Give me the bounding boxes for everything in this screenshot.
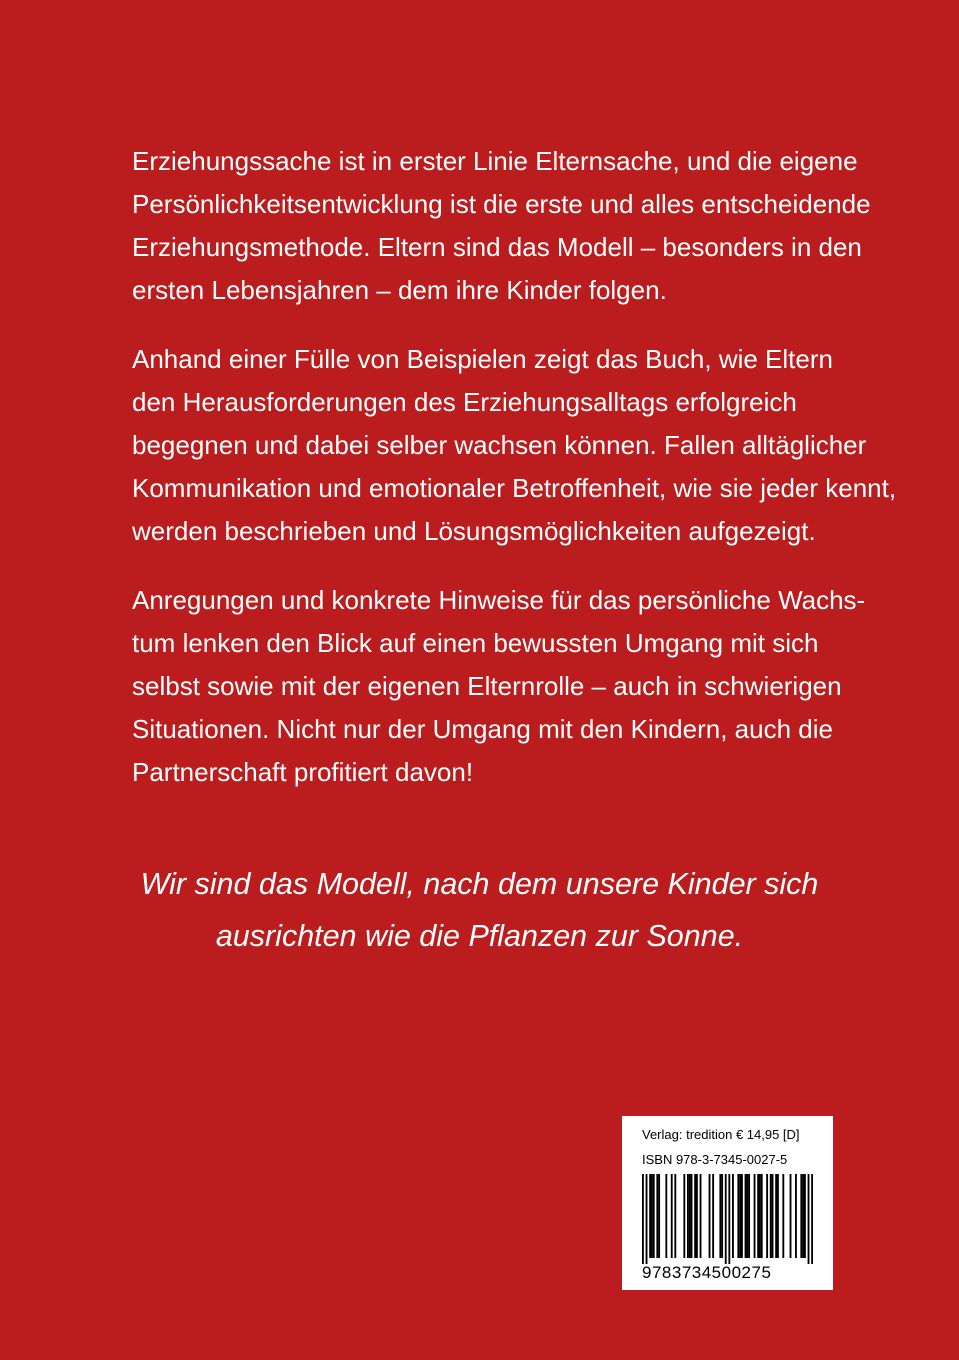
blurb-paragraph-2	[132, 338, 897, 553]
blurb-line: Erziehungsmethode. Eltern sind das Modell – besonders in den	[132, 232, 862, 262]
blurb-line: werden beschrieben und Lösungsmöglichkeiten aufgezeigt.	[132, 516, 816, 546]
quote-line: Wir sind das Modell, nach dem unsere Kinder sich	[140, 867, 819, 901]
barcode-bar	[665, 1174, 667, 1258]
barcode-bar	[674, 1174, 676, 1258]
blurb-line: tum lenken den Blick auf einen bewussten Umgang mit sich	[132, 628, 819, 658]
barcode-bar	[725, 1174, 727, 1264]
barcode-bar	[772, 1174, 774, 1258]
barcode-bar	[671, 1174, 673, 1258]
barcode-bar	[646, 1174, 648, 1264]
barcode-bar	[656, 1174, 658, 1258]
blurb-line: Kommunikation und emotionaler Betroffenheit, wie sie jeder kennt,	[132, 473, 897, 503]
barcode-bar	[802, 1174, 804, 1258]
barcode-bar	[721, 1174, 723, 1258]
barcode-bar	[761, 1174, 763, 1258]
barcode-bar	[700, 1174, 702, 1258]
barcode-bar	[804, 1174, 806, 1258]
isbn-text: ISBN 978-3-7345-0027-5	[642, 1152, 788, 1167]
barcode-bar	[696, 1174, 698, 1258]
barcode-bar	[712, 1174, 714, 1258]
barcode-bar	[719, 1174, 721, 1258]
barcode-bar	[759, 1174, 761, 1258]
blurb-line: Anregungen und konkrete Hinweise für das persönliche Wachs-	[132, 585, 866, 615]
barcode-bar	[687, 1174, 689, 1258]
barcode-bar	[766, 1174, 768, 1258]
barcode-bar	[790, 1174, 792, 1258]
barcode-bar	[649, 1174, 651, 1258]
barcode-bar	[808, 1174, 810, 1264]
barcode-bar	[748, 1174, 750, 1258]
blurb-line: selbst sowie mit der eigenen Elternrolle – auch in schwierigen	[132, 671, 842, 701]
blurb-line: Anhand einer Fülle von Beispielen zeigt das Buch, wie Eltern	[132, 344, 833, 374]
barcode-bar	[782, 1174, 784, 1258]
barcode-bar	[691, 1174, 693, 1258]
blurb-line: Partnerschaft profitiert davon!	[132, 757, 474, 787]
barcode-bar	[775, 1174, 777, 1258]
cover-quote	[0, 858, 959, 962]
blurb-line: Situationen. Nicht nur der Umgang mit den Kindern, auch die	[132, 714, 833, 744]
blurb-paragraph-3	[132, 579, 872, 794]
barcode-bar	[739, 1174, 741, 1258]
barcode-bar	[754, 1174, 756, 1258]
barcode-bar	[658, 1174, 660, 1258]
barcode-bar	[709, 1174, 711, 1258]
barcode-bars	[642, 1174, 813, 1264]
barcode-number: 9783734500275	[642, 1263, 772, 1282]
barcode-bar	[728, 1174, 730, 1264]
quote-line: ausrichten wie die Pflanzen zur Sonne.	[215, 919, 744, 953]
barcode-bar	[811, 1174, 813, 1264]
barcode-bar	[651, 1174, 653, 1258]
barcode-bar	[741, 1174, 743, 1258]
barcode-bar	[694, 1174, 696, 1258]
barcode-bar	[800, 1174, 802, 1258]
blurb-line: begegnen und dabei selber wachsen können. Fallen alltäglicher	[132, 430, 867, 460]
barcode-bar	[777, 1174, 779, 1258]
barcode-bar	[737, 1174, 739, 1258]
barcode-bar	[642, 1174, 644, 1264]
barcode-bar	[732, 1174, 734, 1258]
blurb-line: Persönlichkeitsentwicklung ist die erste und alles entscheidende	[132, 189, 871, 219]
blurb-line: den Herausforderungen des Erziehungsalltags erfolgreich	[132, 387, 797, 417]
blurb-line: ersten Lebensjahren – dem ihre Kinder folgen.	[132, 275, 667, 305]
blurb-text	[132, 140, 897, 820]
isbn-barcode-label	[622, 1116, 833, 1290]
barcode-bar	[683, 1174, 685, 1258]
barcode-bar	[746, 1174, 748, 1258]
blurb-paragraph-1	[132, 140, 872, 312]
barcode-bar	[745, 1174, 747, 1258]
barcode-bar	[795, 1174, 797, 1258]
blurb-line: Erziehungssache ist in erster Linie Elternsache, und die eigene	[132, 146, 858, 176]
barcode-bar	[757, 1174, 759, 1258]
barcode-bar	[689, 1174, 691, 1258]
publisher-price: Verlag: tredition € 14,95 [D]	[642, 1127, 800, 1142]
barcode-bar	[653, 1174, 655, 1258]
barcode-bar	[770, 1174, 772, 1258]
